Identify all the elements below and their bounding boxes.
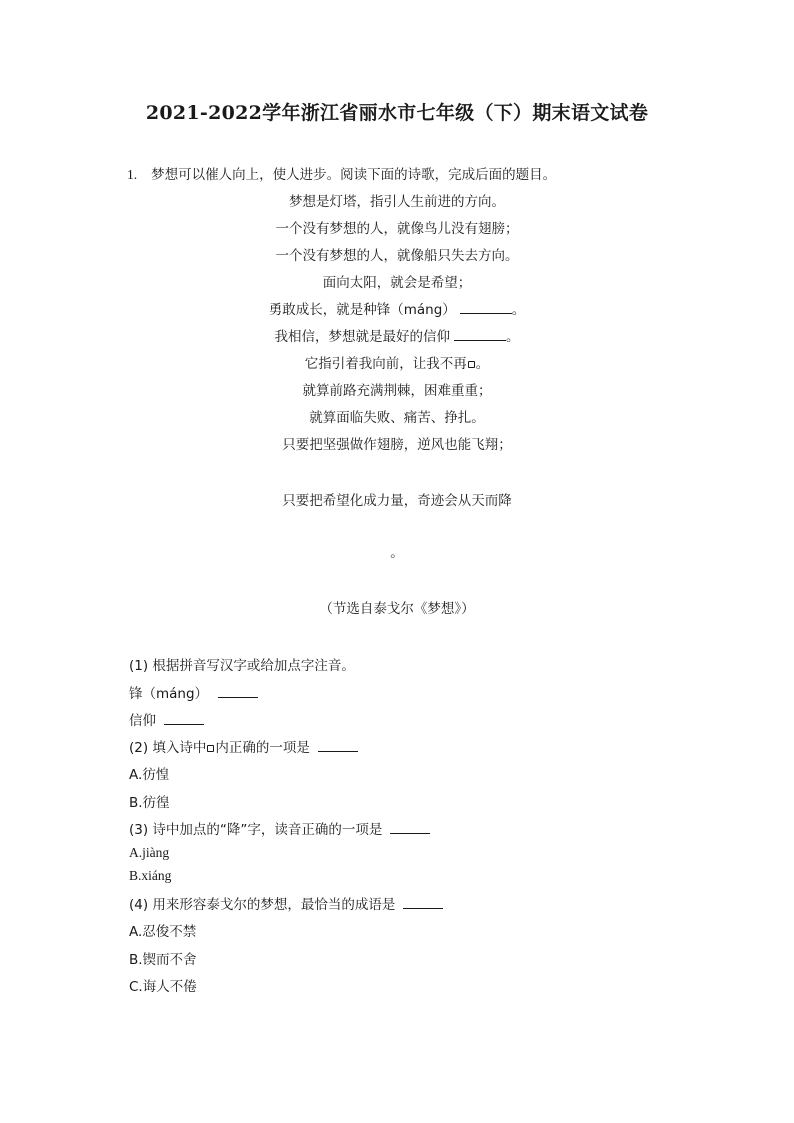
poem-line-blank-1: 勇敢成长，就是种锋（máng） 。 [268,302,526,318]
option-a: A.忍俊不禁 [129,924,197,940]
sub-question-3: (3) 诗中加点的“降”字，读音正确的一项是 [129,818,430,838]
poem-line: 只要把希望化成力量，奇迹会从天而降 [282,493,512,509]
poem-line: 就算前路充满荆棘，困难重重； [302,383,492,399]
sub-question-1: (1) 根据拼音写汉字或给加点字注音。 [129,658,355,674]
answer-blank[interactable] [403,896,443,909]
option-a: A.彷惶 [129,767,170,783]
poem-line: 只要把坚强做作翅膀，逆风也能飞翔； [282,437,512,453]
sub-question-2: (2) 填入诗中 内正确的一项是 [129,736,358,756]
box-placeholder-icon [468,361,475,368]
option-b: B.彷徨 [129,795,170,811]
poem-source: （节选自泰戈尔《梦想》） [319,601,475,617]
answer-blank[interactable] [218,685,258,698]
poem-line: 面向太阳，就会是希望； [322,275,472,291]
answer-blank[interactable] [164,712,204,725]
option-c: C.诲人不倦 [129,979,197,995]
sub1-item-2: 信仰 [129,709,204,729]
answer-blank[interactable] [390,821,430,834]
answer-blank[interactable] [460,301,512,314]
option-a: A.jiàng [129,845,170,860]
option-b: B.锲而不舍 [129,952,197,968]
option-b: B.xiáng [129,868,172,883]
page-title: 2021-2022学年浙江省丽水市七年级（下）期末语文试卷 [145,102,649,124]
question-text: 梦想可以催人向上，使人进步。阅读下面的诗歌，完成后面的题目。 [151,167,557,183]
box-placeholder-icon [207,745,214,752]
poem-line: 一个没有梦想的人，就像鸟儿没有翅膀； [275,221,519,237]
poem-line-box: 它指引着我向前，让我不再 。 [304,356,490,372]
poem-line: 一个没有梦想的人，就像船只失去方向。 [275,248,519,264]
sub-question-4: (4) 用来形容泰戈尔的梦想，最恰当的成语是 [129,893,443,913]
poem-line: 就算面临失败、痛苦、挣扎。 [309,410,485,426]
poem-line: 梦想是灯塔，指引人生前进的方向。 [289,194,505,210]
answer-blank[interactable] [454,328,506,341]
question-number: 1. [127,167,138,182]
poem-line-blank-2: 我相信，梦想就是最好的信仰 。 [274,329,520,345]
poem-line-end: 。 [390,545,404,561]
question-1-prompt [127,163,556,183]
answer-blank[interactable] [318,739,358,752]
sub1-item-1: 锋（máng） [129,682,258,702]
